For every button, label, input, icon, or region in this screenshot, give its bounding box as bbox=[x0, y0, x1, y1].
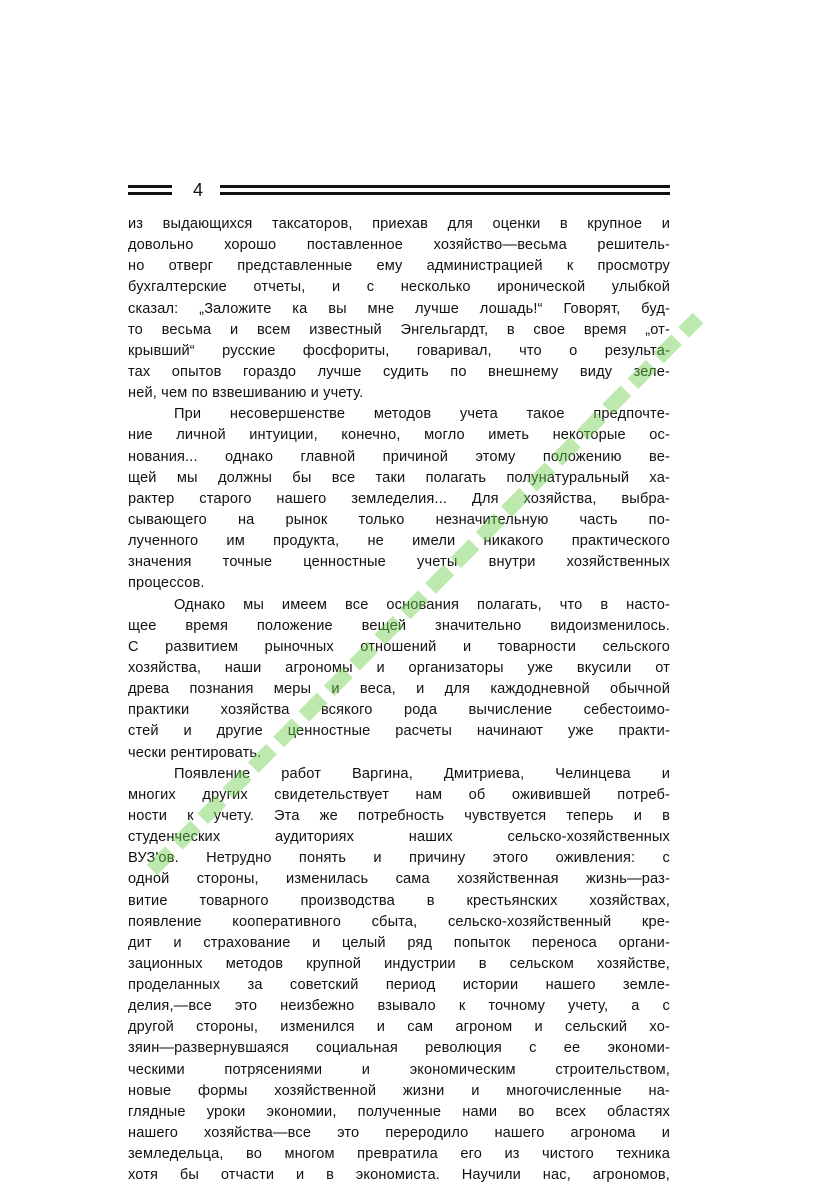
text-line: сказал: „Заложите ка вы мне лучше лошадь!“ Говорят, буд- bbox=[128, 300, 670, 317]
text-line: ние личной интуиции, конечно, могло иметь некоторые ос- bbox=[128, 427, 670, 444]
page-header bbox=[128, 178, 670, 202]
text-line: крывший“ русские фосфориты, говаривал, что о результа- bbox=[128, 342, 670, 359]
text-line: древа познания меры и веса, и для каждодневной обычной bbox=[128, 681, 670, 698]
text-line: чески рентировать. bbox=[128, 744, 262, 761]
header-rule-right-top bbox=[220, 185, 670, 188]
text-line: глядные уроки экономии, полученные нами во всех областях bbox=[128, 1103, 670, 1120]
text-line: щей мы должны бы все таки полагать полунатуральный ха- bbox=[128, 469, 670, 486]
text-line: появление кооперативного сбыта, сельско-хозяйственный кре- bbox=[128, 913, 670, 930]
text-line: ности к учету. Эта же потребность чувствуется теперь и в bbox=[128, 807, 670, 824]
text-line: студенческих аудиториях наших сельско-хозяйственных bbox=[128, 829, 670, 846]
text-line: ВУЗ'ов. Нетрудно понять и причину этого оживления: с bbox=[128, 850, 670, 867]
text-line: довольно хорошо поставленное хозяйство—весьма решитель- bbox=[128, 237, 670, 254]
text-line: практики хозяйства всякого рода вычисление себестоимо- bbox=[128, 702, 670, 719]
text-line: земледельца, во многом превратила его из чистого техника bbox=[128, 1146, 670, 1163]
body-text bbox=[128, 214, 670, 1186]
text-line: тах опытов гораздо лучше судить по внешнему виду зеле- bbox=[128, 363, 670, 380]
text-line: зяин—развернувшаяся социальная революция с ее экономи- bbox=[128, 1040, 670, 1057]
text-line: ческими потрясениями и экономическим строительством, bbox=[128, 1061, 670, 1078]
text-line: другой стороны, изменился и сам агроном и сельский хо- bbox=[128, 1019, 670, 1036]
text-line: нашего хозяйства—все это переродило нашего агронома и bbox=[128, 1125, 670, 1142]
text-line: но отверг представленные ему администрацией к просмотру bbox=[128, 258, 670, 275]
text-line: одной стороны, изменилась сама хозяйственная жизнь—раз- bbox=[128, 871, 670, 888]
text-line: стей и другие ценностные расчеты начинают уже практи- bbox=[128, 723, 670, 740]
page-number: 4 bbox=[192, 180, 203, 200]
text-line: делия,—все это неизбежно взывало к точному учету, а с bbox=[128, 998, 670, 1015]
text-line: С развитием рыночных отношений и товарности сельского bbox=[128, 638, 670, 655]
text-line: ней, чем по взвешиванию и учету. bbox=[128, 385, 364, 402]
text-line: бухгалтерские отчеты, и с несколько иронической улыбкой bbox=[128, 279, 670, 296]
text-line: зационных методов крупной индустрии в сельском хозяйстве, bbox=[128, 955, 670, 972]
text-line: новые формы хозяйственной жизни и многочисленные на- bbox=[128, 1082, 670, 1099]
text-line: значения точные ценностные учеты внутри хозяйственных bbox=[128, 554, 670, 571]
text-line: процессов. bbox=[128, 575, 205, 592]
text-line: то весьма и всем известный Энгельгардт, в свое время „от- bbox=[128, 321, 670, 338]
text-line: дит и страхование и целый ряд попыток переноса органи- bbox=[128, 934, 670, 951]
text-line: Появление работ Варгина, Дмитриева, Челинцева и bbox=[174, 765, 670, 782]
text-line: хозяйства, наши агрономы и организаторы уже вкусили от bbox=[128, 659, 670, 676]
text-line: Однако мы имеем все основания полагать, что в насто- bbox=[174, 596, 670, 613]
text-line: витие товарного производства в крестьянских хозяйствах, bbox=[128, 892, 670, 909]
header-rule-left-bottom bbox=[128, 192, 172, 195]
text-line: нования... однако главной причиной этому положению ве- bbox=[128, 448, 670, 465]
text-line: из выдающихся таксаторов, приехав для оценки в крупное и bbox=[128, 216, 670, 232]
text-line: хотя бы отчасти и в экономиста. Научили нас, агрономов, bbox=[128, 1167, 670, 1184]
text-line: лученного им продукта, не имели никакого практического bbox=[128, 533, 670, 550]
text-line: рактер старого нашего земледелия... Для хозяйства, выбра- bbox=[128, 490, 670, 507]
text-line: щее время положение вещей значительно видоизменилось. bbox=[128, 617, 670, 634]
text-line: проделанных за советский период истории нашего земле- bbox=[128, 977, 670, 994]
header-rule-left-top bbox=[128, 185, 172, 188]
text-line: многих других свидетельствует нам об оживившей потреб- bbox=[128, 786, 670, 803]
header-rule-right-bottom bbox=[220, 192, 670, 195]
text-line: сывающего на рынок только незначительную часть по- bbox=[128, 511, 670, 528]
text-line: При несовершенстве методов учета такое предпочте- bbox=[174, 406, 670, 423]
